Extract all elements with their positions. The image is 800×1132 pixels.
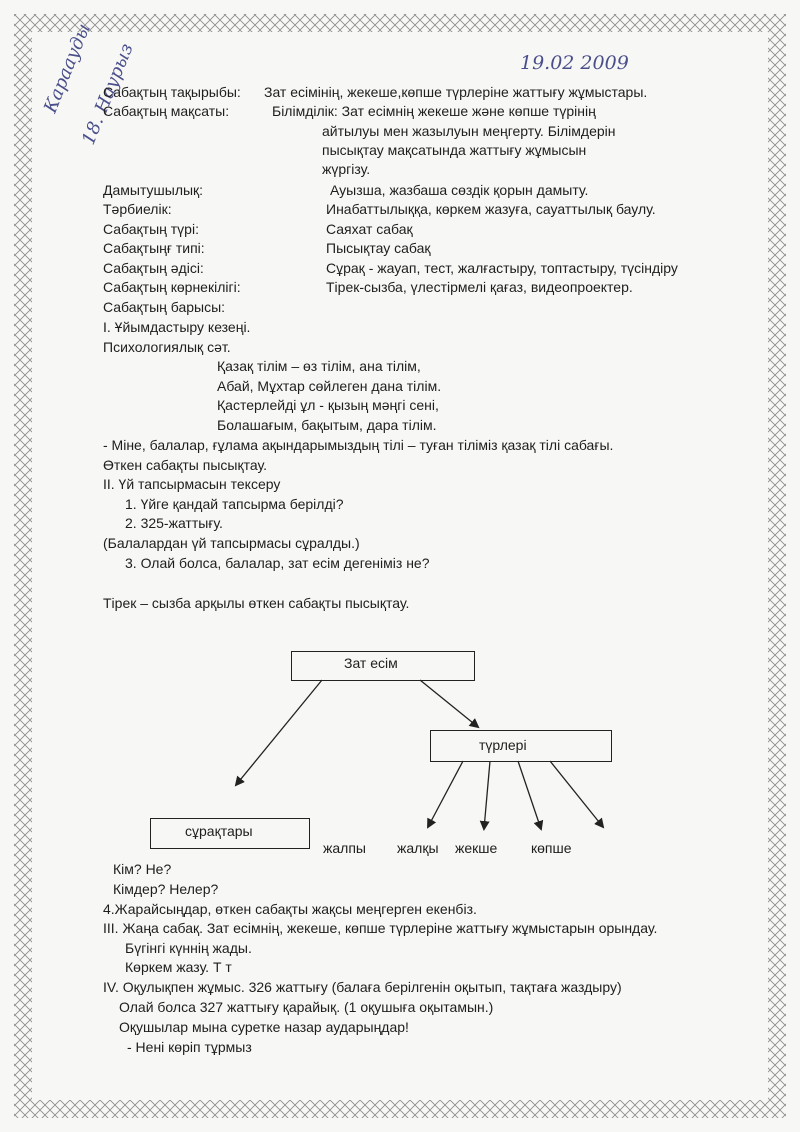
body-line: 1. Үйге қандай тапсырма берілді? (125, 496, 344, 512)
body-line: ІІІ. Жаңа сабақ. Зат есімнің, жекеше, көпше түрлеріне жаттығу жұмыстарын орындау. (103, 920, 658, 936)
topic-value: Зат есімінің, жекеше,көпше түрлеріне жаттығу жұмыстары. (264, 84, 648, 100)
info-value: Ауызша, жазбаша сөздік қорын дамыту. (330, 182, 589, 198)
body-line: Оқушылар мына суретке назар аударыңдар! (119, 1019, 409, 1035)
body-line: Психологиялық сәт. (103, 339, 231, 355)
goal-cont-line: жүргізу. (322, 161, 371, 177)
info-label: Тәрбиелік: (103, 201, 172, 217)
info-label: Дамытушылық: (103, 182, 204, 198)
poem-line: Қазақ тілім – өз тілім, ана тілім, (217, 358, 421, 374)
body-line: Кім? Не? (113, 861, 172, 877)
handwritten-note-2: 18. Наурыз (78, 40, 138, 148)
info-value: Инабаттылыққа, көркем жазуға, сауаттылық баулу. (326, 201, 656, 217)
diagram-main-box (291, 651, 475, 681)
body-line: Сабақтың барысы: (103, 299, 226, 315)
info-value: Сұрақ - жауап, тест, жалғастыру, топтастыру, түсіндіру (326, 260, 678, 276)
body-line: ІІ. Үй тапсырмасын тексеру (103, 476, 281, 492)
diagram-type-item: жалқы (397, 840, 439, 856)
body-line: І. Ұйымдастыру кезеңі. (103, 319, 251, 335)
body-line: Өткен сабақты пысықтау. (103, 457, 267, 473)
poem-line: Қастерлейді ұл - қызың мәңгі сені, (217, 397, 439, 413)
diagram-main-label: Зат есім (344, 655, 398, 671)
body-line: Бүгінгі күннің жады. (125, 940, 252, 956)
diagram-type-item: жекше (455, 840, 498, 856)
topic-label: Сабақтың тақырыбы: (103, 84, 241, 100)
diagram-questions-box (150, 818, 310, 849)
goal-label: Сабақтың мақсаты: (103, 103, 230, 119)
poem-line: Болашағым, бақытым, дара тілім. (217, 417, 437, 433)
diagram-types-box (430, 730, 612, 762)
body-line: Көркем жазу. Т т (125, 959, 232, 975)
body-line: 3. Олай болса, балалар, зат есім дегеніміз не? (125, 555, 430, 571)
body-line: Кімдер? Нелер? (113, 881, 219, 897)
body-line: ІV. Оқулықпен жұмыс. 326 жаттығу (балаға берілгенін оқытып, тақтаға жаздыру) (103, 979, 622, 995)
body-line: 2. 325-жаттығу. (125, 515, 223, 531)
body-line: 4.Жарайсыңдар, өткен сабақты жақсы меңгерген екенбіз. (103, 901, 477, 917)
diagram-type-item: көпше (531, 840, 572, 856)
goal-value: Білімділік: Зат есімнің жекеше және көпше түрінің (272, 103, 596, 119)
poem-line: Абай, Мұхтар сөйлеген дана тілім. (217, 378, 442, 394)
body-line: Тірек – сызба арқылы өткен сабақты пысықтау. (103, 595, 410, 611)
body-line: - Міне, балалар, ғұлама ақындарымыздың тілі – туған тіліміз қазақ тілі сабағы. (103, 437, 614, 453)
info-value: Тірек-сызба, үлестірмелі қағаз, видеопроектер. (326, 279, 633, 295)
info-label: Сабақтыңғ типі: (103, 240, 205, 256)
body-line: Олай болса 327 жаттығу қарайық. (1 оқушыға оқытамын.) (119, 999, 494, 1015)
goal-cont-line: айтылуы мен жазылуын меңгерту. Білімдерін (322, 123, 616, 139)
info-label: Сабақтың түрі: (103, 221, 199, 237)
info-label: Сабақтың көрнекілігі: (103, 279, 241, 295)
info-value: Саяхат сабақ (326, 221, 413, 237)
handwritten-note-1: Караауды (40, 20, 95, 116)
handwritten-date: 19.02 2009 (520, 52, 629, 74)
body-line: (Балалардан үй тапсырмасы сұралды.) (103, 535, 360, 551)
diagram-questions-label: сұрақтары (185, 823, 253, 839)
diagram-type-item: жалпы (323, 840, 366, 856)
goal-cont-line: пысықтау мақсатында жаттығу жұмысын (322, 142, 587, 158)
info-value: Пысықтау сабақ (326, 240, 431, 256)
diagram-types-label: түрлері (479, 737, 527, 753)
info-label: Сабақтың әдісі: (103, 260, 204, 276)
body-line: - Нені көріп тұрмыз (127, 1039, 252, 1055)
